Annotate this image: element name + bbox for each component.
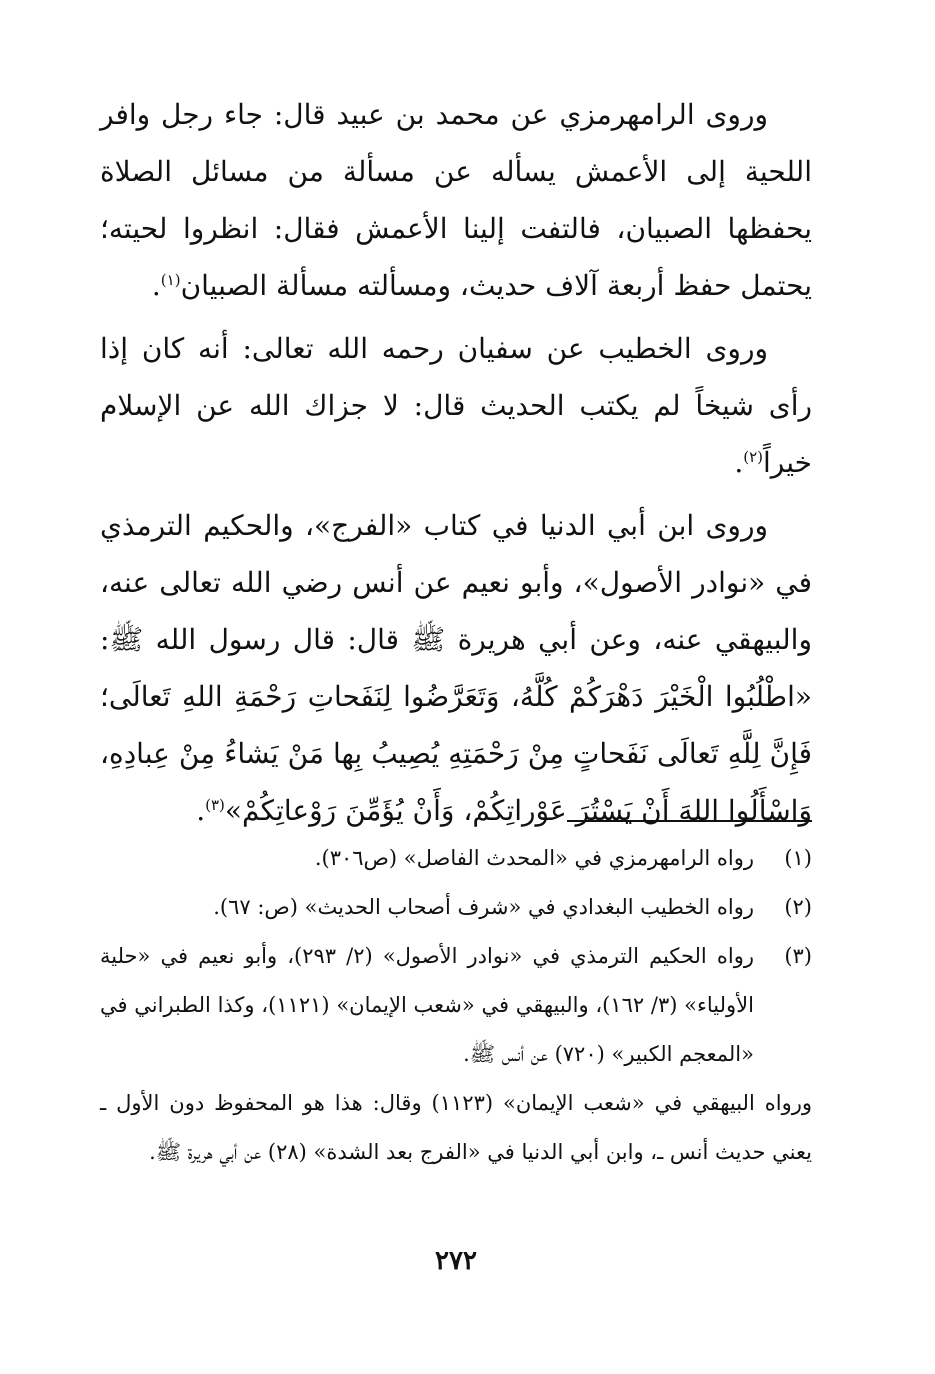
footnote-ref-3[interactable]: (٣) <box>205 796 225 814</box>
paragraph-2 <box>100 320 812 491</box>
footnote-number: (١) <box>784 846 812 870</box>
footnote-text: رواه الحكيم الترمذي في «نوادر الأصول» (٢/ ٢٩٣)، وأبو نعيم في «حلية الأولياء» (٣/ ١٦٢)، والبيهقي في «شعب الإيمان» (١١٢١)، وكذا الطبراني في «المعجم الكبير» (٧٢٠) عن أنس ﷺ. <box>100 944 754 1066</box>
footnote-separator <box>567 820 812 822</box>
footnote-3-continuation: ورواه البيهقي في «شعب الإيمان» (١١٢٣) وقال: هذا هو المحفوظ دون الأول ـ يعني حديث أنس ـ، وابن أبي الدنيا في «الفرج بعد الشدة» (٢٨) عن أبي هريرة ﷺ. <box>100 1091 812 1164</box>
main-text <box>100 86 812 845</box>
book-page <box>100 0 812 1374</box>
paragraph-1-text: وروى الرامهرمزي عن محمد بن عبيد قال: جاء رجل وافر اللحية إلى الأعمش يسأله عن مسألة من مسائل الصلاة يحفظها الصبيان، فالتفت إلينا الأعمش فقال: انظروا لحيته؛ يحتمل حفظ أربعة آلاف حديث، ومسألته مسألة الصبيان <box>100 98 812 302</box>
footnotes <box>100 834 812 1177</box>
footnote-text: رواه الرامهرمزي في «المحدث الفاصل» (ص٣٠٦). <box>314 846 754 870</box>
footnote-ref-1[interactable]: (١) <box>160 271 181 289</box>
hadith-quote: «اطْلُبُوا الْخَيْرَ دَهْرَكُمْ كُلَّهُ، وَتَعَرَّضُوا لِنَفَحاتِ رَحْمَةِ اللهِ تَعالَى؛ فَإِنَّ لِلَّهِ تَعالَى نَفَحاتٍ مِنْ رَحْمَتِهِ يُصِيبُ بِها مَنْ يَشاءُ مِنْ عِبادِهِ، وَاسْأَلُوا اللهَ أَنْ يَسْتُرَ عَوْراتِكُمْ، وَأَنْ يُؤَمِّنَ رَوْعاتِكُمْ» <box>100 680 812 827</box>
footnote-number: (٢) <box>784 895 812 919</box>
footnote-1 <box>100 834 812 883</box>
paragraph-1-end: . <box>151 269 161 302</box>
page-number: ٢٧٢ <box>435 1246 477 1276</box>
footnote-ref-2[interactable]: (٢) <box>743 448 763 466</box>
paragraph-3-intro: وروى ابن أبي الدنيا في كتاب «الفرج»، والحكيم الترمذي في «نوادر الأصول»، وأبو نعيم عن أنس رضي الله تعالى عنه، والبيهقي عنه، وعن أبي هريرة ﷺ قال: قال رسول الله ﷺ: <box>100 509 812 656</box>
paragraph-3 <box>100 497 812 839</box>
footnote-2 <box>100 883 812 932</box>
paragraph-3-end: . <box>196 794 206 827</box>
paragraph-2-text: وروى الخطيب عن سفيان رحمه الله تعالى: أنه كان إذا رأى شيخاً لم يكتب الحديث قال: لا جزاك الله عن الإسلام خيراً <box>100 332 812 479</box>
paragraph-2-end: . <box>734 446 744 479</box>
footnote-number: (٣) <box>784 944 812 968</box>
paragraph-1 <box>100 86 812 314</box>
footnote-3 <box>100 932 812 1079</box>
footnote-text: رواه الخطيب البغدادي في «شرف أصحاب الحديث» (ص: ٦٧). <box>213 895 754 919</box>
